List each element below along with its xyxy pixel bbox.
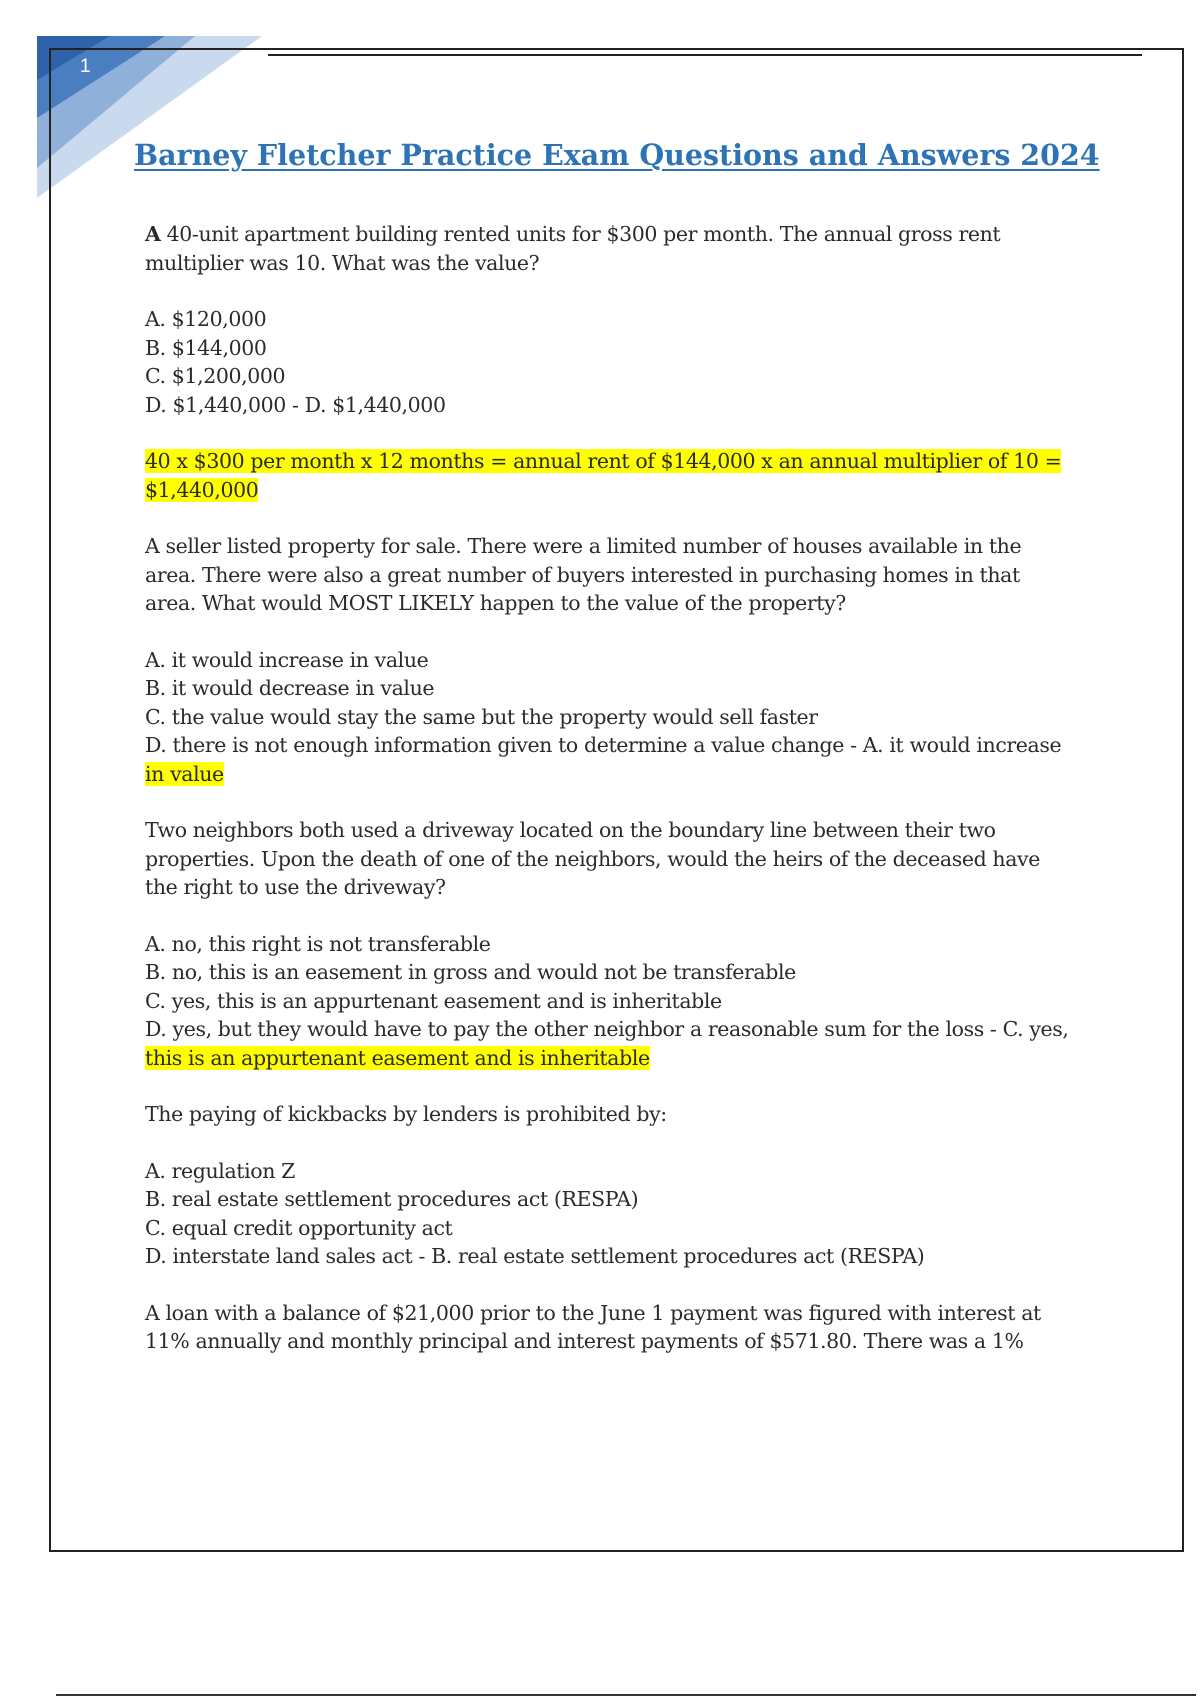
option-with-answer bbox=[145, 1015, 1075, 1072]
question-text: A seller listed property for sale. There were a limited number of houses available in the area. There were also a great number of buyers interested in purchasing homes in that area. What would MOST LIKELY happen to the value of the property? bbox=[145, 534, 1022, 615]
option: A. no, this right is not transferable bbox=[145, 931, 491, 956]
option-with-answer: D. $1,440,000 - D. $1,440,000 bbox=[145, 392, 446, 417]
option: C. yes, this is an appurtenant easement and is inheritable bbox=[145, 988, 722, 1013]
option: C. equal credit opportunity act bbox=[145, 1215, 453, 1240]
option: C. $1,200,000 bbox=[145, 364, 286, 388]
document-body bbox=[145, 220, 1075, 1384]
option: A. it would increase in value bbox=[145, 647, 429, 672]
highlighted-answer: in value bbox=[145, 761, 224, 786]
option: C. the value would stay the same but the property would sell faster bbox=[145, 704, 818, 729]
option: A. $120,000 bbox=[145, 307, 267, 331]
options-list bbox=[145, 305, 1075, 419]
highlighted-answer: 40 x $300 per month x 12 months = annual rent of $144,000 x an annual multiplier of 10 = $1,440,000 bbox=[145, 449, 1062, 502]
option-with-answer bbox=[145, 731, 1075, 788]
page-number: 1 bbox=[80, 56, 91, 77]
option-text: D. there is not enough information given to determine a value change - A. it would increase bbox=[145, 733, 1062, 757]
question-text bbox=[145, 220, 1075, 277]
option-text: D. yes, but they would have to pay the other neighbor a reasonable sum for the loss - C. yes, bbox=[145, 1017, 1069, 1041]
option: B. $144,000 bbox=[145, 335, 267, 360]
option: B. real estate settlement procedures act (RESPA) bbox=[145, 1187, 639, 1211]
question-lead: A bbox=[145, 222, 161, 246]
options-list bbox=[145, 646, 1075, 789]
options-list bbox=[145, 1157, 1075, 1271]
question-body: 40-unit apartment building rented units for $300 per month. The annual gross rent multiplier was 10. What was the value? bbox=[145, 222, 1001, 275]
option: A. regulation Z bbox=[145, 1158, 295, 1183]
option: B. it would decrease in value bbox=[145, 676, 435, 700]
highlighted-answer: this is an appurtenant easement and is inheritable bbox=[145, 1045, 650, 1070]
document-title: Barney Fletcher Practice Exam Questions and Answers 2024 bbox=[134, 138, 1100, 172]
question-text: The paying of kickbacks by lenders is prohibited by: bbox=[145, 1102, 667, 1126]
option-with-answer: D. interstate land sales act - B. real estate settlement procedures act (RESPA) bbox=[145, 1244, 925, 1268]
option: B. no, this is an easement in gross and would not be transferable bbox=[145, 960, 796, 984]
options-list bbox=[145, 930, 1075, 1073]
question-text: Two neighbors both used a driveway located on the boundary line between their two properties. Upon the death of one of the neighbors, would the heirs of the deceased have the right to use the driveway? bbox=[145, 818, 1040, 899]
answer-explanation bbox=[145, 447, 1075, 504]
question-text: A loan with a balance of $21,000 prior to the June 1 payment was figured with interest at 11% annually and monthly principal and interest payments of $571.80. There was a 1% bbox=[145, 1300, 1041, 1353]
bottom-rule bbox=[56, 1694, 1196, 1696]
